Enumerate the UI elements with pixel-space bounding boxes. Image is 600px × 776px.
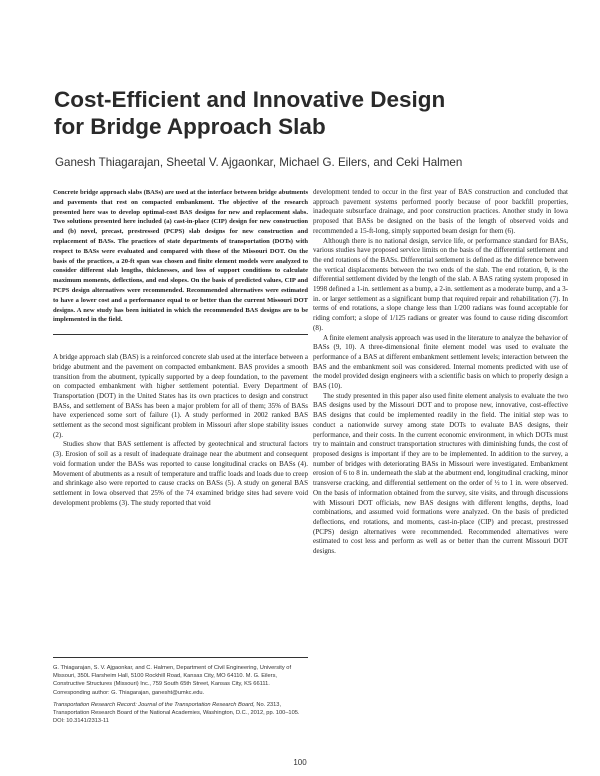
footnote bbox=[53, 657, 308, 729]
abstract: Concrete bridge approach slabs (BASs) are used at the interface between bridge abutments and pavements that rest on compacted embankment. The objective of the research presented here was to develop optimal-cost BAS designs for new and replacement slabs. Two solutions presented here included (a) cast-in-place (CIP) design for new construction and (b) novel, precast, prestressed (PCPS) slab designs for new construction and replacement of BASs. The practices of state departments of transportation (DOTs) with respect to BASs were evaluated and compared with those of the Missouri DOT. On the basis of the practices, a 20-ft span was chosen and finite element models were analyzed to consider different slab lengths, thicknesses, and loss of support conditions to calculate maximum moments, deflections, and end slopes. On the basis of predicted values, CIP and PCPS design alternatives were recommended. Recommended alternatives were estimated to have a lower cost and a performance equal to or better than the current Missouri DOT designs. A new study has been initiated in which the recommended BAS designs are to be implemented in the field. bbox=[53, 189, 308, 324]
page-number: 100 bbox=[293, 758, 307, 767]
author-list: Ganesh Thiagarajan, Sheetal V. Ajgaonkar, Michael G. Eilers, and Ceki Halmen bbox=[55, 156, 463, 169]
left-column bbox=[53, 188, 308, 508]
body-paragraph: Although there is no national design, service life, or performance standard for BASs, various studies have proposed service limits on the basis of the differential settlement and the end rotations of the BASs. Differential settlement is defined as the difference between the vertical displacements between the two ends of the slab. The end rotation, θ, is the differential settlement divided by the length of the slab. A BAS rating system proposed in 1998 defined a 1-in. settlement as a bump, a 2-in. settlement as a moderate bump, and a 3-in. or larger settlement as a significant bump that required repair and rehabilitation (7). In terms of end rotations, a slope change less than 1/200 radians was found acceptable for riding comfort; a slope of 1/125 radians or greater was found to cause riding discomfort (8). bbox=[313, 236, 568, 332]
right-column bbox=[313, 188, 568, 557]
title-line-1: Cost-Efficient and Innovative Design bbox=[54, 87, 446, 112]
journal-name: Transportation Research Record: Journal of the Transportation Research Board, bbox=[53, 701, 255, 708]
footnote-divider bbox=[53, 657, 308, 658]
journal-details: No. 2313, Transportation Research Board of the National Academies, Washington, D.C., 2012, pp. 100–105. bbox=[53, 701, 300, 717]
body-paragraph: development tended to occur in the first year of BAS construction and concluded that approach pavement systems performed poorly because of poor backfill properties, inadequate subsurface drainage, and poor construction practices. Another study in Iowa proposed that BASs be designed on the basis of the length of observed voids and recommended a 15-ft-long, simply supported beam design for them (6). bbox=[313, 188, 568, 235]
footnote-citation bbox=[53, 701, 308, 726]
body-paragraph: A finite element analysis approach was used in the literature to analyze the behavior of BASs (9, 10). A three-dimensional finite element model was used to evaluate the performance of a BAS at different embankment settlement levels; interaction between the BAS and the embankment soil was considered. Internal moments predicted with use of the model provided design engineers with a scientific basis on which to properly design a BAS (10). bbox=[313, 333, 568, 391]
body-paragraph: Studies show that BAS settlement is affected by geotechnical and structural factors (3). Erosion of soil as a result of inadequate drainage near the abutment and consequent void formation under the BASs was reported to cause longitudinal cracks on BASs (4). Movement of abutments as a result of temperature and traffic loads and loads due to creep and shrinkage also were reported to cause cracks on BASs (5). A study on general BAS settlement in Iowa observed that 25% of the 74 examined bridge sites had severe void development problems (3). The study reported that void bbox=[53, 440, 308, 507]
doi: DOI: 10.3141/2313-11 bbox=[53, 718, 109, 725]
footnote-affiliations: G. Thiagarajan, S. V. Ajgaonkar, and C. Halmen, Department of Civil Engineering, University of Missouri, 350L Flarsheim Hall, 5100 Rockhill Road, Kansas City, MO 64110. M. G. Eilers, Constructive Structures (Missouri) Inc., 759 South 65th Street, Kansas City, KS 66111. Corresponding author: G. Thiagarajan, ganesht@umkc.edu. bbox=[53, 665, 292, 696]
abstract-divider bbox=[53, 334, 308, 335]
body-paragraph: The study presented in this paper also used finite element analysis to evaluate the two BAS designs used by the Missouri DOT and to propose new, innovative, cost-effective BAS designs that could be implemented readily in the field. The initial step was to conduct a nationwide survey among state DOTs to evaluate BAS designs, their performance, and their costs. In the current economic environment, in which DOTs must try to maintain and construct transportation structures with diminishing funds, the cost of proposed designs is important if they are to be implemented. In addition to the survey, a number of bridges with deteriorating BASs in Missouri were investigated. Embankment erosion of 6 to 8 in. underneath the slab at the abutment end, longitudinal cracking, minor transverse cracking, and differential settlement on the order of ½ to 1 in. were observed. On the basis of information obtained from the survey, site visits, and through discussions with Missouri DOT officials, new BAS designs with different lengths, depths, load combinations, and assumed void formations were analyzed. On the basis of predicted deflections, end rotations, and moments, cast-in-place (CIP) and precast, prestressed (PCPS) design alternatives were recommended. Recommended alternatives were estimated to cost less and perform as well as or better than the current Missouri DOT designs. bbox=[313, 391, 568, 556]
body-paragraph: A bridge approach slab (BAS) is a reinforced concrete slab used at the interface between a bridge abutment and the pavement on compacted embankment. BAS provides a smooth transition from the abutment, typically supported by a deep foundation, to the pavement on compacted embankment with higher settlement potential. Every Department of Transportation (DOT) in the United States has its own practices to design and construct BASs, and settlement of BASs has been a major problem for all of them; 35% of BASs have experienced some sort of failure (1). A study performed in 2002 ranked BAS settlement as the second most significant problem in Missouri after slope stability issues (2). bbox=[53, 353, 308, 439]
paper-title bbox=[54, 86, 554, 140]
title-line-2: for Bridge Approach Slab bbox=[54, 114, 326, 139]
